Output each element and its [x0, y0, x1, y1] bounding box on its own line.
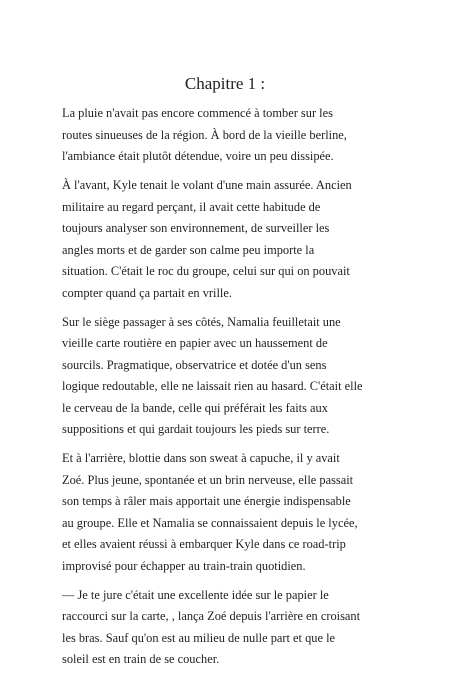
text-line: le cerveau de la bande, celle qui préférait les faits aux	[62, 400, 328, 415]
text-line: compter quand ça partait en vrille.	[62, 285, 232, 300]
text-line: et elles avaient réussi à embarquer Kyle dans ce road-trip	[62, 537, 346, 551]
text-line: Sur le siège passager à ses côtés, Namalia feuilletait une	[62, 314, 341, 329]
text-line: toujours analyser son environnement, de surveiller les	[62, 221, 330, 235]
paragraph-4	[62, 448, 372, 577]
text-line: soleil est en train de se coucher.	[62, 652, 220, 666]
chapter-title: Chapitre 1 :	[184, 74, 266, 93]
text-line: au groupe. Elle et Namalia se connaissaient depuis le lycée,	[62, 515, 358, 530]
paragraph-3	[62, 312, 372, 441]
text-line: À l'avant, Kyle tenait le volant d'une main assurée. Ancien	[62, 178, 352, 192]
text-line: son temps à râler mais apportait une énergie indispensable	[62, 494, 351, 508]
text-line: Et à l'arrière, blottie dans son sweat à capuche, il y avait	[62, 451, 340, 465]
chapter-body	[62, 103, 372, 678]
paragraph-5	[62, 585, 372, 671]
text-line: les bras. Sauf qu'on est au milieu de nulle part et que le	[62, 630, 336, 645]
text-line: sourcils. Pragmatique, observatrice et dotée d'un sens	[62, 357, 327, 372]
paragraph-1	[62, 103, 372, 168]
text-line: militaire au regard perçant, il avait cette habitude de	[62, 199, 321, 214]
text-line: — Je te jure c'était une excellente idée sur le papier le	[62, 587, 329, 602]
text-line: Zoé. Plus jeune, spontanée et un brin nerveuse, elle passait	[62, 472, 354, 487]
text-line: vieille carte routière en papier avec un haussement de	[62, 336, 328, 350]
text-line: improvisé pour échapper au train-train quotidien.	[62, 558, 306, 573]
text-line: l'ambiance était plutôt détendue, voire un peu dissipée.	[62, 149, 334, 163]
paragraph-2	[62, 175, 372, 304]
text-line: logique redoutable, elle ne laissait rien au hasard. C'était elle	[62, 379, 363, 393]
text-line: situation. C'était le roc du groupe, celui sur qui on pouvait	[62, 264, 350, 278]
text-line: suppositions et qui gardait toujours les pieds sur terre.	[62, 422, 330, 436]
text-line: raccourci sur la carte, , lança Zoé depuis l'arrière en croisant	[62, 609, 361, 623]
text-line: routes sinueuses de la région. À bord de la vieille berline,	[62, 127, 347, 142]
text-line: La pluie n'avait pas encore commencé à tomber sur les	[62, 106, 333, 120]
text-line: angles morts et de garder son calme peu importe la	[62, 242, 315, 257]
